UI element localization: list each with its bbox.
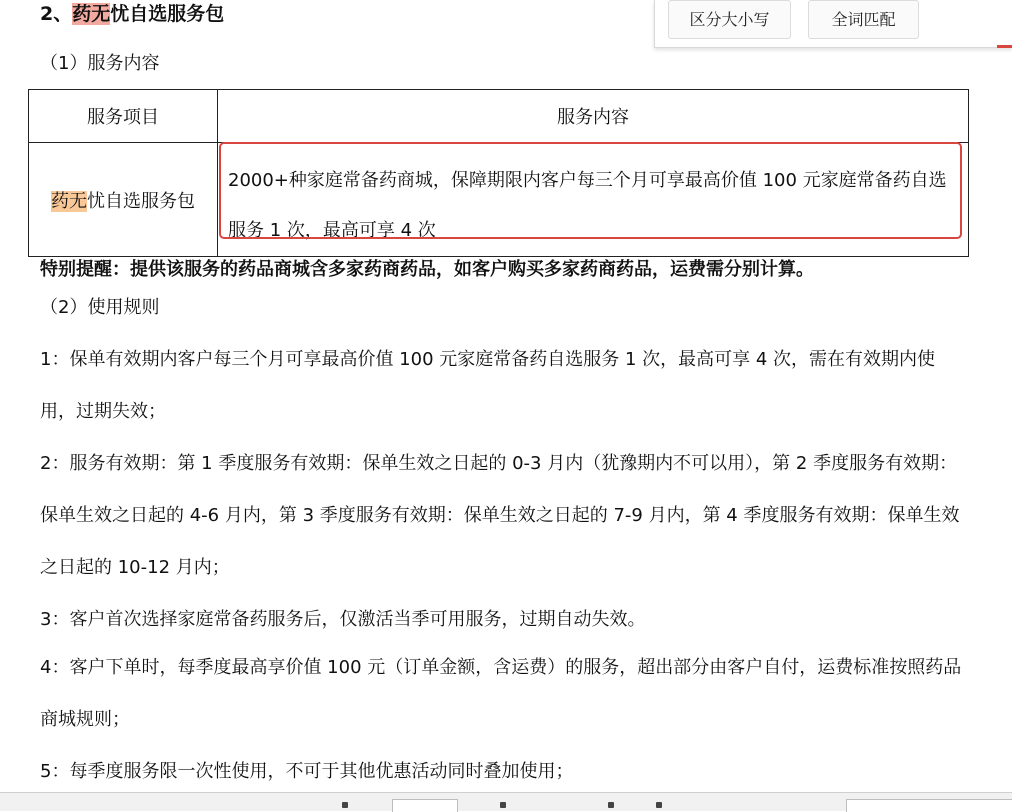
- page-number-input[interactable]: [392, 799, 458, 812]
- rule-item-4: 4：客户下单时，每季度最高享价值 100 元（订单金额，含运费）的服务，超出部分由客户自付，运费标准按照药品商城规则；: [40, 657, 962, 730]
- view-mode-icon[interactable]: [608, 802, 614, 808]
- table-header-row: [29, 90, 969, 143]
- rule-item-3: 3：客户首次选择家庭常备药服务后，仅激活当季可用服务，过期自动失效。: [40, 609, 646, 630]
- header-service-content: 服务内容: [218, 90, 969, 143]
- whole-word-button[interactable]: 全词匹配: [808, 0, 919, 39]
- fit-page-icon[interactable]: [656, 802, 662, 808]
- rule-item-5: 5：每季度服务限一次性使用，不可于其他优惠活动同时叠加使用；: [40, 761, 574, 782]
- search-highlight-current: 药无: [51, 190, 87, 212]
- service-table: [28, 89, 969, 257]
- subsection-title-2: （2）使用规则: [40, 297, 160, 318]
- zoom-control[interactable]: [846, 799, 1012, 812]
- search-highlight: 药无: [72, 3, 111, 25]
- case-sensitive-button[interactable]: 区分大小写: [668, 0, 791, 39]
- rule-item-2: 2：服务有效期：第 1 季度服务有效期：保单生效之日起的 0-3 月内（犹豫期内不可以用），第 2 季度服务有效期：保单生效之日起的 4-6 月内，第 3 季度服务有效期：保单生效之日起的 7-9 月内，第 4 季度服务有效期：保单生效之日起的 10-12 月内；: [40, 453, 960, 578]
- header-service-item: 服务项目: [29, 90, 218, 143]
- page-prev-icon[interactable]: [342, 802, 348, 808]
- subsection-title-1: （1）服务内容: [40, 53, 160, 74]
- table-row: [29, 143, 969, 257]
- section-heading: 2、药无忧自选服务包: [40, 3, 225, 25]
- find-options-bar: [654, 0, 1012, 48]
- page-next-icon[interactable]: [500, 802, 506, 808]
- cell-service-content: 2000+种家庭常备药商城，保障期限内客户每三个月可享最高价值 100 元家庭常备药自选服务 1 次，最高可享 4 次: [218, 143, 969, 257]
- status-bar: [0, 792, 1012, 811]
- cell-service-item: 药无忧自选服务包: [29, 143, 218, 257]
- rule-item-1: 1：保单有效期内客户每三个月可享最高价值 100 元家庭常备药自选服务 1 次，最高可享 4 次，需在有效期内使用，过期失效；: [40, 349, 936, 422]
- special-reminder: 特别提醒：提供该服务的药品商城含多家药商药品，如客户购买多家药商药品，运费需分别计算。: [40, 259, 814, 280]
